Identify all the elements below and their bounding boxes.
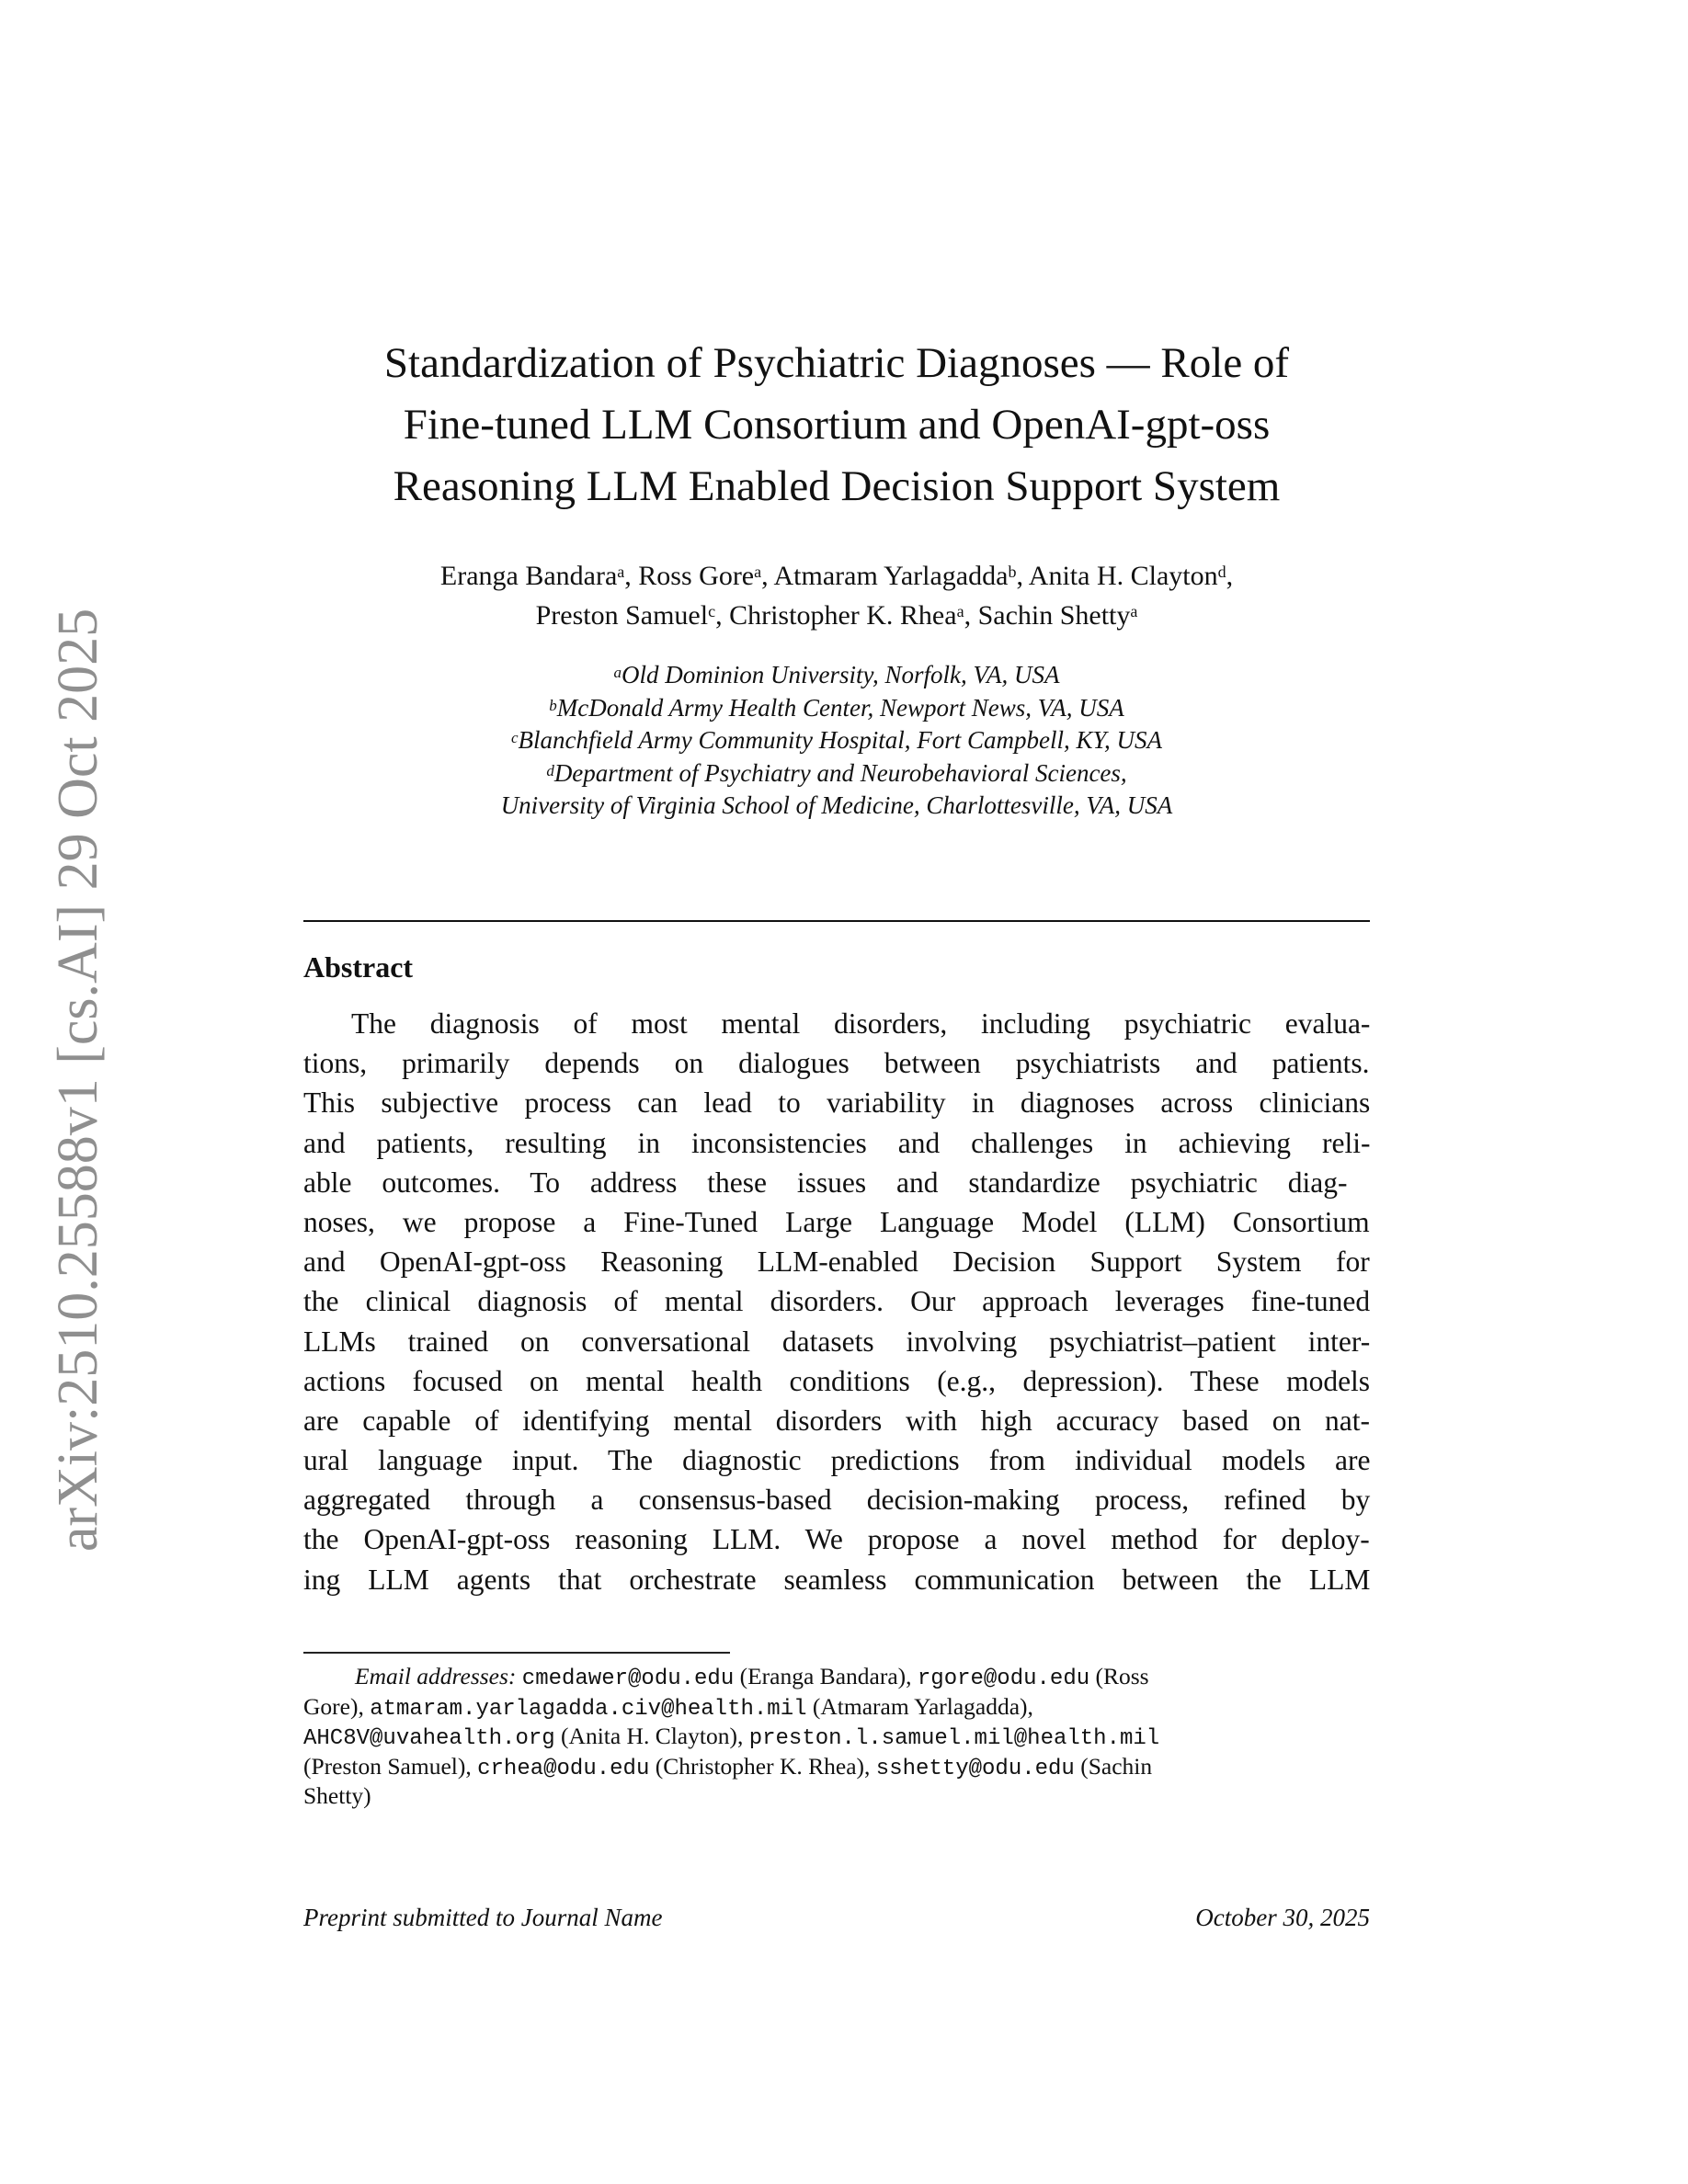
- affiliation-mark: b: [1008, 563, 1017, 581]
- author-line: [303, 556, 1370, 596]
- abstract-line: ural language input. The diagnostic predictions from individual models are: [303, 1444, 1371, 1477]
- email-link[interactable]: crhea@odu.edu: [477, 1756, 650, 1781]
- affiliation-mark: c: [510, 729, 519, 746]
- affiliation-text: Blanchfield Army Community Hospital, Fort Campbell, KY, USA: [518, 726, 1163, 754]
- author-name: Eranga Bandara: [439, 561, 618, 591]
- author-name: Ross Gore: [638, 561, 755, 591]
- email-owner: (Preston Samuel): [303, 1752, 466, 1780]
- separator: ,: [715, 600, 730, 631]
- footnote-line: Email addresses: cmedawer@odu.edu (Eranga Bandara), rgore@odu.edu (Ross: [355, 1663, 1149, 1691]
- affiliation-mark: d: [1217, 563, 1226, 581]
- footnote-rule: [303, 1652, 730, 1654]
- abstract-line: the OpenAI-gpt-oss reasoning LLM. We propose a novel method for deploy-: [303, 1523, 1370, 1556]
- author-name: Preston Samuel: [535, 600, 709, 631]
- arxiv-stamp-text: arXiv:2510.25588v1 [cs.AI] 29 Oct 2025: [47, 608, 109, 1553]
- abstract-line: the clinical diagnosis of mental disorders. Our approach leverages fine-tuned: [303, 1285, 1371, 1318]
- footnote-line: [303, 1781, 1370, 1812]
- abstract-line: tions, primarily depends on dialogues between psychiatrists and patients.: [303, 1047, 1370, 1080]
- author-line: [303, 596, 1370, 635]
- footnote-line: (Preston Samuel), crhea@odu.edu (Christopher K. Rhea), sshetty@odu.edu (Sachin: [303, 1752, 1153, 1781]
- footnote-line: Gore), atmaram.yarlagadda.civ@health.mil (Atmaram Yarlagadda),: [303, 1692, 1033, 1722]
- email-owner: (Eranga Bandara): [739, 1663, 907, 1689]
- abstract-body: [303, 1004, 1370, 1599]
- email-owner: (Sachin: [1080, 1752, 1153, 1780]
- email-link[interactable]: preston.l.samuel.mil@health.mil: [748, 1726, 1160, 1751]
- affiliation-text: McDonald Army Health Center, Newport News, VA, USA: [556, 693, 1124, 722]
- abstract-line: actions focused on mental health conditions (e.g., depression). These models: [303, 1364, 1371, 1397]
- abstract-line: This subjective process can lead to variability in diagnoses across clinicians: [303, 1086, 1371, 1120]
- separator: ,: [1016, 561, 1029, 591]
- abstract-line: and OpenAI-gpt-oss Reasoning LLM-enabled Decision Support System for: [303, 1246, 1370, 1279]
- abstract-line: The diagnosis of most mental disorders, including psychiatric evalua-: [351, 1007, 1371, 1040]
- affiliation-text: Department of Psychiatry and Neurobehavioral Sciences,: [553, 758, 1127, 787]
- email-owner: Gore),: [303, 1692, 364, 1720]
- email-owner: (Atmaram Yarlagadda): [812, 1692, 1028, 1720]
- affiliation-text: Old Dominion University, Norfolk, VA, USA: [622, 661, 1060, 688]
- email-link[interactable]: sshetty@odu.edu: [875, 1756, 1075, 1781]
- preprint-date: October 30, 2025: [1195, 1904, 1370, 1931]
- email-owner: (Ross: [1095, 1663, 1149, 1689]
- abstract-line: noses, we propose a Fine-Tuned Large Language Model (LLM) Consortium: [303, 1205, 1370, 1238]
- email-link[interactable]: cmedawer@odu.edu: [521, 1666, 735, 1691]
- affiliation-mark: a: [613, 664, 622, 681]
- author-name: Christopher K. Rhea: [729, 600, 957, 631]
- email-owner: (Anita H. Clayton): [561, 1723, 737, 1749]
- email-link[interactable]: rgore@odu.edu: [917, 1666, 1090, 1691]
- email-link[interactable]: atmaram.yarlagadda.civ@health.mil: [370, 1696, 807, 1722]
- affiliation-mark: a: [956, 602, 964, 620]
- email-owner: (Christopher K. Rhea): [655, 1752, 865, 1780]
- author-name: Sachin Shetty: [977, 600, 1131, 631]
- affiliation-mark: b: [549, 696, 557, 714]
- arxiv-identifier-stamp: [37, 597, 120, 1563]
- title-line: Fine-tuned LLM Consortium and OpenAI-gpt-oss: [403, 401, 1271, 449]
- separator: ,: [964, 600, 978, 631]
- affiliation-mark: a: [617, 563, 625, 581]
- footnote-label: Email addresses:: [355, 1663, 517, 1689]
- affiliation-mark: a: [1130, 602, 1138, 620]
- affiliation-mark: c: [708, 602, 716, 620]
- title-line: Reasoning LLM Enabled Decision Support System: [393, 462, 1281, 510]
- affiliation: [303, 659, 1370, 692]
- abstract-line: LLMs trained on conversational datasets involving psychiatrist–patient inter-: [303, 1325, 1371, 1358]
- email-footnote: [303, 1662, 1370, 1812]
- abstract-top-rule: [303, 920, 1370, 922]
- author-name: Anita H. Clayton: [1028, 561, 1218, 591]
- affiliation: [303, 692, 1370, 725]
- abstract-line: able outcomes. To address these issues and standardize psychiatric diag-: [303, 1166, 1348, 1199]
- abstract-line: and patients, resulting in inconsistencies and challenges in achieving reli-: [303, 1126, 1371, 1159]
- affiliation: [303, 790, 1370, 823]
- preprint-note: Preprint submitted to Journal Name: [303, 1904, 663, 1931]
- paper-title: [303, 333, 1370, 518]
- email-link[interactable]: AHC8V@uvahealth.org: [303, 1726, 555, 1751]
- title-line: Standardization of Psychiatric Diagnoses — Role of: [383, 339, 1290, 387]
- abstract-line: aggregated through a consensus-based decision-making process, refined by: [303, 1484, 1371, 1517]
- separator: ,: [624, 561, 639, 591]
- abstract-heading: Abstract: [303, 950, 414, 984]
- footnote-line: AHC8V@uvahealth.org (Anita H. Clayton), preston.l.samuel.mil@health.mil: [303, 1723, 1160, 1751]
- email-owner: Shetty): [303, 1782, 371, 1809]
- affiliation-mark: d: [546, 761, 554, 779]
- affiliation-list: [303, 659, 1370, 823]
- abstract-line: ing LLM agents that orchestrate seamless communication between the LLM: [303, 1563, 1371, 1596]
- affiliation-text: University of Virginia School of Medicine, Charlottesville, VA, USA: [500, 791, 1173, 819]
- separator: ,: [1226, 561, 1234, 591]
- separator: ,: [761, 561, 774, 591]
- author-list: [303, 556, 1370, 635]
- abstract-line: are capable of identifying mental disorders with high accuracy based on nat-: [303, 1404, 1371, 1437]
- author-name: Atmaram Yarlagadda: [773, 561, 1009, 591]
- affiliation: [303, 757, 1370, 791]
- affiliation: [303, 724, 1370, 757]
- affiliation-mark: a: [754, 563, 762, 581]
